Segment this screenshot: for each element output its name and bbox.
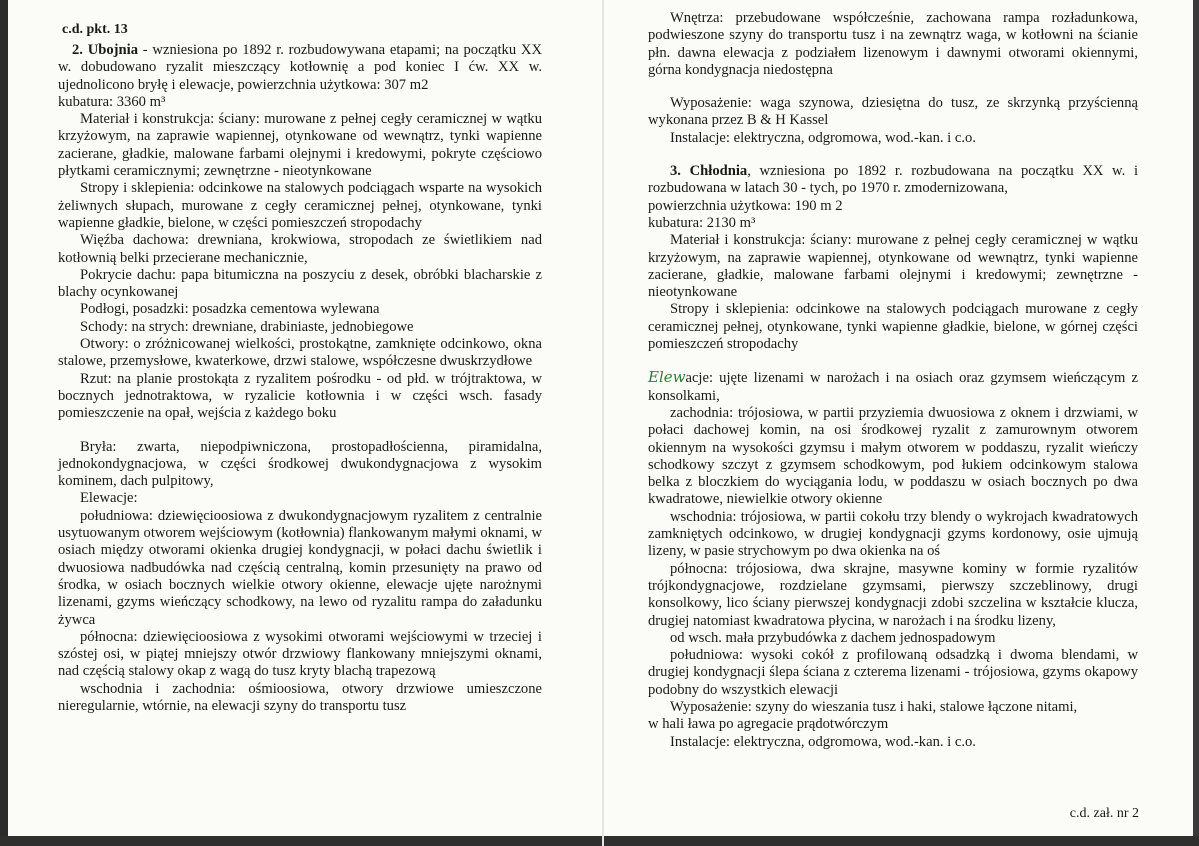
section-3-heading: 3. Chłodnia <box>670 163 748 180</box>
right-paragraph: Stropy i sklepienia: odcinkowe na stalowych podciągach murowane z cegły ceramicznej pełnej, otynkowane, tynki wapienne gładkie, bielone, w górnej części pomieszczeń stropodachy <box>648 301 1138 353</box>
left-paragraph: Elewacje: <box>80 490 138 507</box>
section-3-area: powierzchnia użytkowa: 190 m 2 <box>648 197 843 214</box>
left-paragraph: Materiał i konstrukcja: ściany: murowane z pełnej cegły ceramicznej w wątku krzyżowym, na zaprawie wapiennej, otynkowane od wewnątrz, tynki wapienne zacierane, gładkie, malowane farbami olejnymi i kredowymi, pokryte częściowo płytkami ceramicznymi; zewnętrzne - nieotynkowane <box>58 111 542 180</box>
left-paragraph: Otwory: o zróżnicowanej wielkości, prostokątne, zamknięte odcinkowo, okna stalowe, przemysłowe, kwaterkowe, drzwi stalowe, współczesne dwuskrzydłowe <box>58 336 542 370</box>
elewacje-text: acje: ujęte lizenami w narożach i na osiach oraz gzymsem wieńczącym z konsolkami, <box>648 370 1138 404</box>
scan-edge-bottom <box>0 836 1199 846</box>
scan-edge-left <box>0 0 8 846</box>
right-paragraph: północna: trójosiowa, dwa skrajne, masywne kominy w formie ryzalitów trójkondygnacjowe, rozdzielane gzymsami, pierwszy szczeblinowy, drugi konsolkowy, lico ściany pierwszej kondygnacji zdobi szczelina w kształcie klucza, drugiej natomiast kwadratowa płycina, w narożach i na środku lizeny, <box>648 560 1138 629</box>
left-paragraph: Rzut: na planie prostokąta z ryzalitem pośrodku - od płd. w trójtraktowa, w bocznych jednotraktowa, w ryzalicie kotłownia i w części wsch. fasady pomieszczenie na opał, wejścia z każdego boku <box>58 370 542 422</box>
right-paragraph: Wyposażenie: szyny do wieszania tusz i haki, stalowe łączone nitami, <box>670 698 1078 715</box>
left-paragraph: Pokrycie dachu: papa bitumiczna na poszyciu z desek, obróbki blacharskie z blachy ocynkowanej <box>58 266 542 301</box>
left-page <box>58 42 542 715</box>
elewacje-paragraph <box>648 369 1138 405</box>
left-paragraph: Bryła: zwarta, niepodpiwniczona, prostopadłościenna, piramidalna, jednokondygnacjowa, w części środkowej dwukondygnacjowa z wysokim kominem, dach pulpitowy, <box>58 438 542 490</box>
left-paragraph: Schody: na strych: drewniane, drabiniaste, jednobiegowe <box>80 318 414 335</box>
left-paragraph: północna: dziewięcioosiowa z wysokimi otworami wejściowymi w trzeciej i szóstej osi, w piątej mniejszy otwór drzwiowy flankowany mniejszymi oknami, nad częścią stalowy okap z wagą do tusz kryty blachą trapezową <box>58 628 542 680</box>
section-2-title <box>58 42 542 94</box>
right-paragraph: Instalacje: elektryczna, odgromowa, wod.-kan. i c.o. <box>670 129 976 146</box>
right-paragraph: Materiał i konstrukcja: ściany: murowane z pełnej cegły ceramicznej w wątku krzyżowym, na zaprawie wapiennej, otynkowane od wewnątrz, tynki wapienne zacierane, gładkie, malowane farbami olejnymi i kredowymi; zewnętrzne - nieotynkowane <box>648 232 1138 301</box>
left-paragraph: Podłogi, posadzki: posadzka cementowa wylewana <box>80 301 380 318</box>
scan-edge-right <box>1193 0 1199 846</box>
section-3-kubatura: kubatura: 2130 m³ <box>648 214 756 231</box>
section-2-heading: 2. Ubojnia <box>72 42 139 58</box>
section-2-kubatura: kubatura: 3360 m³ <box>58 93 166 110</box>
right-paragraph: Instalacje: elektryczna, odgromowa, wod.-kan. i c.o. <box>670 733 976 750</box>
left-paragraph: Stropy i sklepienia: odcinkowe na stalowych podciągach wsparte na wysokich żeliwnych słupach, murowane z cegły ceramicznej pełnej, otynkowane, tynki wapienne gładkie, bielone, w części pomieszczeń stropodachy <box>58 180 542 231</box>
right-paragraph: południowa: wysoki cokół z profilowaną odsadzką i dwoma blendami, w drugiej kondygnacji ślepa ściana z czterema lizenami - trójosiowa, gzyms okapowy podobny do wszystkich elewacji <box>648 647 1138 698</box>
right-page-footer: c.d. zał. nr 2 <box>1069 806 1139 821</box>
section-3-title <box>648 163 1138 198</box>
left-paragraph: Więźba dachowa: drewniana, krokwiowa, stropodach ze świetlikiem nad kotłownią belki przecierane mechanicznie, <box>58 232 542 266</box>
section-3-intro: , wzniesiona po 1892 r. rozbudowana na początku XX w. i rozbudowana w latach 30 - tych, po 1970 r. zmodernizowana, <box>648 163 1139 197</box>
right-paragraph: w hali ława po agregacie prądotwórczym <box>648 716 889 733</box>
right-page <box>648 10 1138 751</box>
right-paragraph: Wnętrza: przebudowane współcześnie, zachowana rampa rozładunkowa, podwieszone szyny do transportu tusz i na zewnątrz waga, w kotłowni na ścianie płn. dawna elewacja z podziałem lizenowym i dawnymi otworami okiennymi, górna kondygnacja niedostępna <box>648 10 1138 78</box>
handwritten-correction: Elew <box>648 368 686 387</box>
page-fold <box>602 0 604 846</box>
right-paragraph: Wyposażenie: waga szynowa, dziesiętna do tusz, ze skrzynką przyścienną wykonana przez B & H Kassel <box>648 95 1138 129</box>
right-paragraph: wschodnia: trójosiowa, w partii cokołu trzy blendy o wykrojach kwadratowych zamkniętych odcinkowo, w drugiej kondygnacji gzyms kordonowy, osie ujmują lizeny, w pasie strychowym po dwa okienka na oś <box>648 508 1138 560</box>
right-paragraph: zachodnia: trójosiowa, w partii przyziemia dwuosiowa z oknem i drzwiami, w połaci dachowej komin, na osi środkowej ryzalit z zamurownym otworem okiennym na wysokości gzymsu i małym otworem w poddaszu, ryzalit wieńczy schodkowy szczyt z gzymsem schodkowym, pod łukiem odcinkowym stalowa belka z bloczkiem do wyciągania lodu, w poddaszu w osiach bocznych po dwa kwadratowe, niewielkie otwory okienne <box>648 404 1138 508</box>
left-paragraph: wschodnia i zachodnia: ośmioosiowa, otwory drzwiowe umieszczone nieregularnie, wtórnie, na elewacji szyny do transportu tusz <box>58 680 542 714</box>
left-paragraph: południowa: dziewięcioosiowa z dwukondygnacjowym ryzalitem z centralnie usytuowanym otworem wejściowym (kotłownia) flankowanym małymi oknami, w osiach między otworami okienka drugiej kondygnacji, w połaci dachu świetlik i dwuosiowa nadbudówka nad częścią centralną, komin przesunięty na prawo od środka, w osiach bocznych wielkie otwory okienne, elewacje ujęte narożnymi lizenami, gzyms wieńczący schodkowy, na lewo od ryzalitu rampa do załadunku żywca <box>58 507 542 628</box>
left-page-header: c.d. pkt. 13 <box>62 22 128 37</box>
section-2-intro: - wzniesiona po 1892 r. rozbudowywana etapami; na początku XX w. dobudowano ryzalit mieszczący kotłownię a pod koniec I ćw. XX w. ujednolicono bryłę i elewacje, powierzchnia użytkowa: 307 m2 <box>58 42 543 93</box>
right-paragraph: od wsch. mała przybudówka z dachem jednospadowym <box>670 629 996 646</box>
